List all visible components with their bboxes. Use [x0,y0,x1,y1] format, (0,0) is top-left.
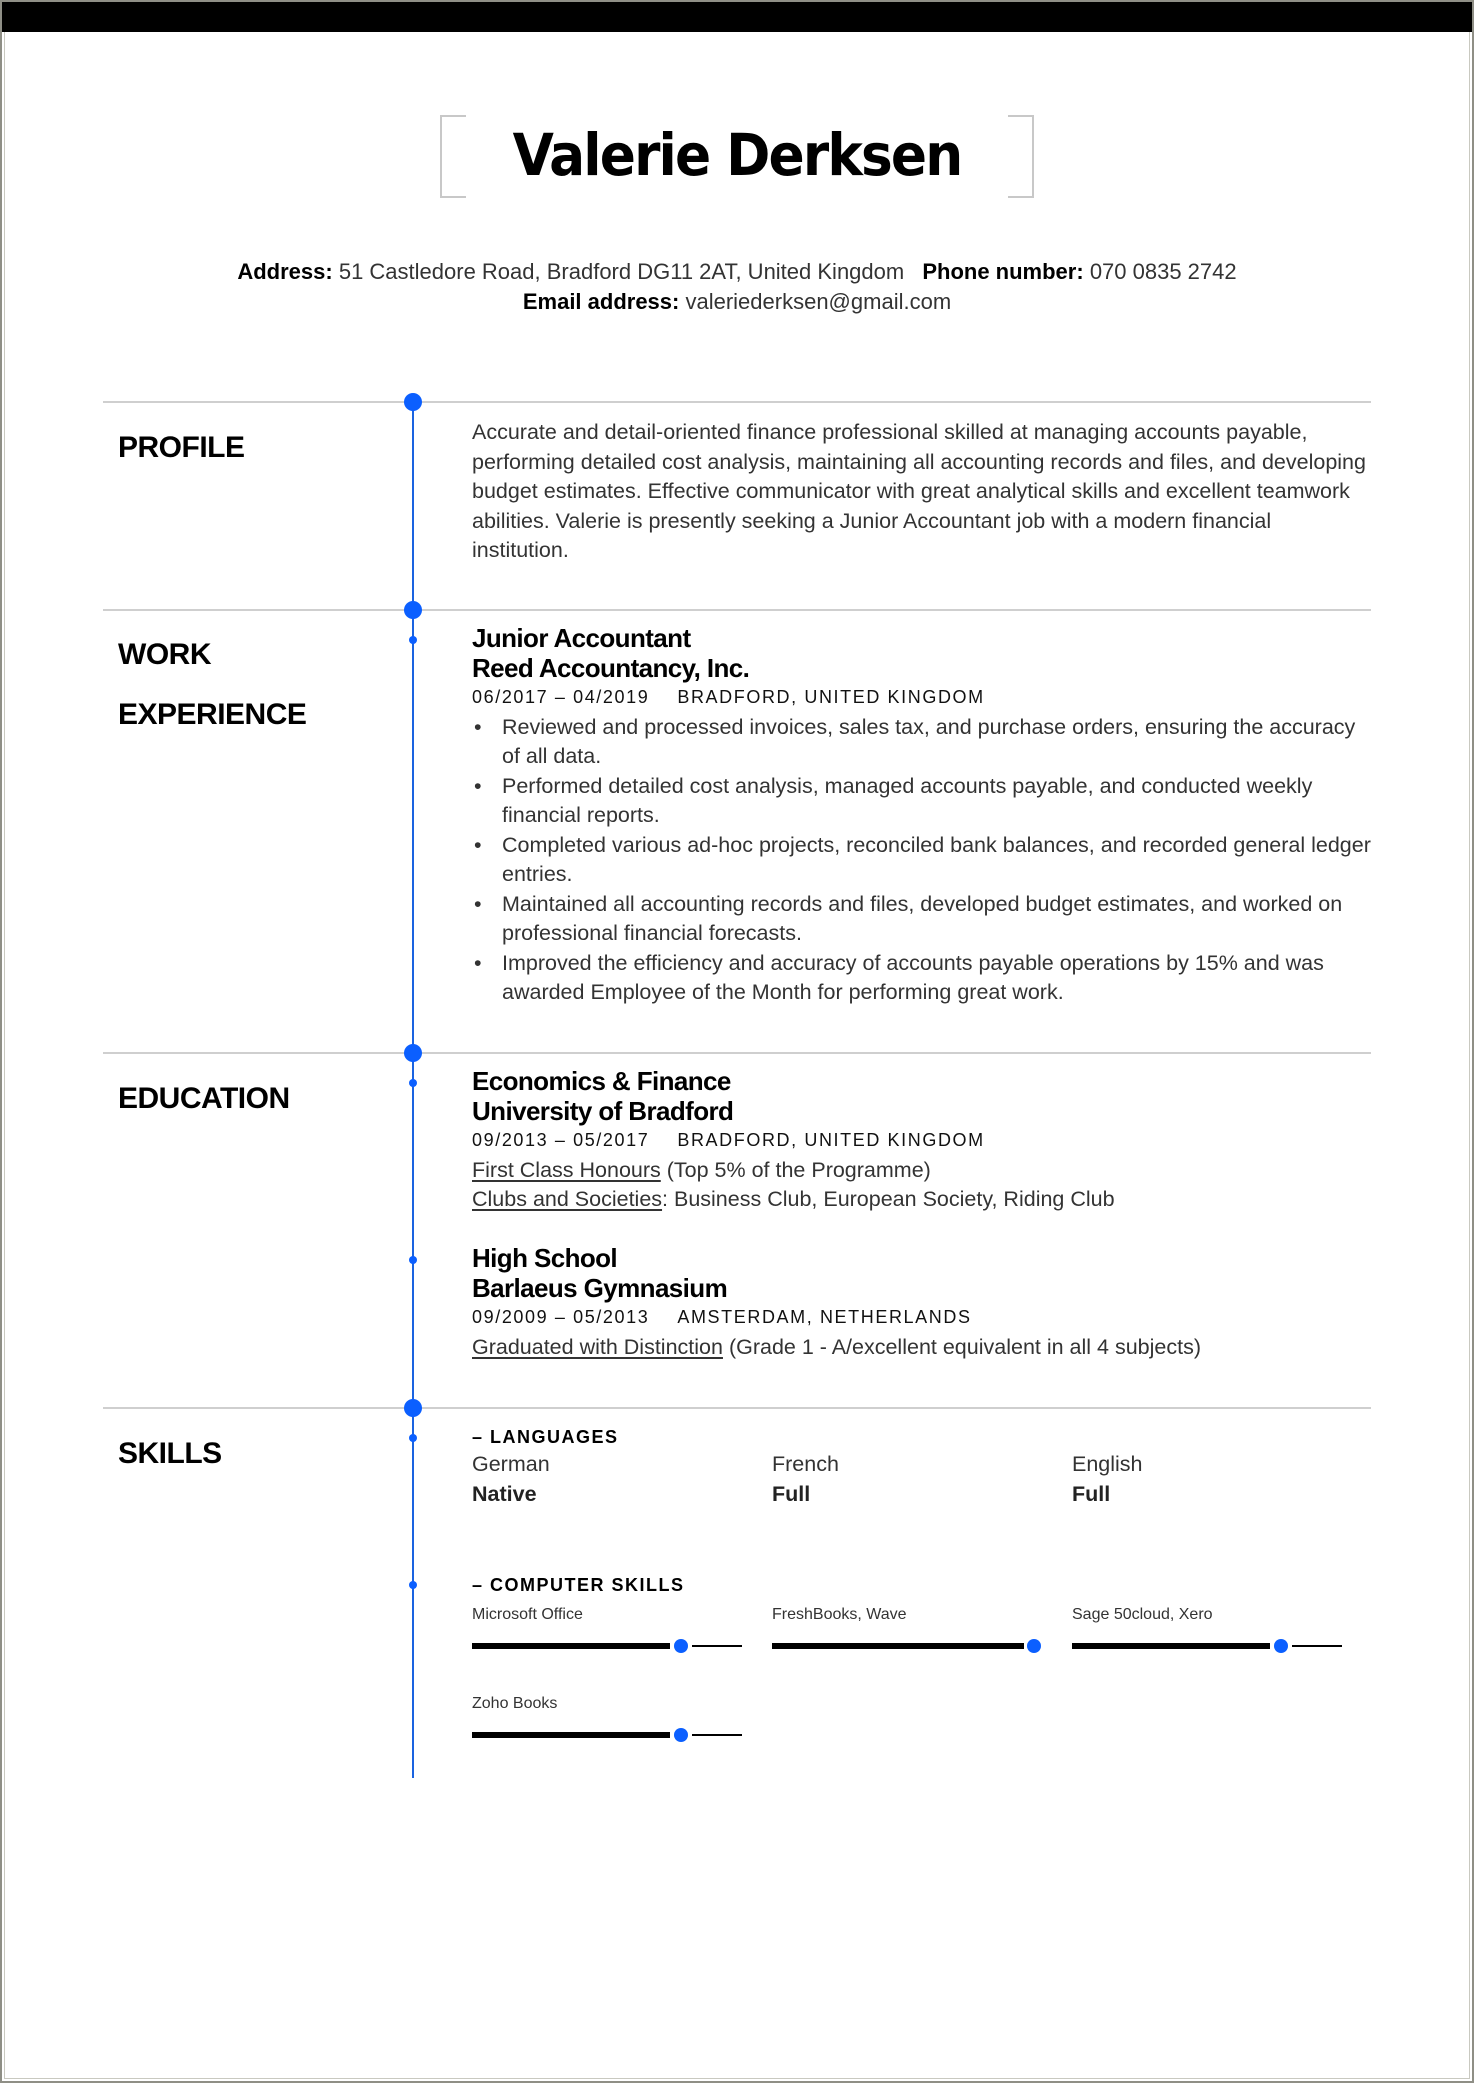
left-bracket-decoration [440,115,466,198]
divider-profile [103,401,1371,403]
computer-skills-block [472,1572,1372,1598]
language-item [1072,1450,1362,1509]
skill-bar-remaining [1292,1645,1342,1647]
clubs-label: Clubs and Societies [472,1187,663,1211]
section-title-education: EDUCATION [118,1082,290,1115]
skill-name: Microsoft Office [472,1606,583,1623]
contact-line-2 [0,287,1474,317]
honours-label: First Class Honours [472,1157,661,1182]
timeline-dot-icon [404,393,422,411]
timeline-bullet-icon [409,1581,417,1589]
skill-bar-fill [472,1732,670,1738]
education-entry [472,1244,1372,1362]
skill-bar-remaining [692,1645,742,1647]
language-level: Native [472,1481,537,1506]
degree-name: High School [472,1243,618,1273]
distinction-detail: (Grade 1 - A/excellent equivalent in all 4 subjects) [722,1334,1201,1359]
timeline-dot-icon [404,1044,422,1062]
skill-name: Sage 50cloud, Xero [1072,1606,1213,1623]
skill-level-bar [1072,1639,1342,1653]
clubs-detail: : Business Club, European Society, Riding Club [662,1187,1115,1211]
education-meta [472,1303,1372,1333]
skill-name: Zoho Books [472,1695,558,1712]
education-detail [472,1185,1372,1215]
section-title-work-line1: WORK [118,638,211,671]
skill-level-dot-icon [1274,1639,1288,1653]
skill-bar-fill [1072,1643,1270,1649]
languages-heading: – LANGUAGES [472,1427,619,1447]
education-entry [472,1067,1372,1215]
skill-level-dot-icon [1027,1639,1041,1653]
company-name: Reed Accountancy, Inc. [472,652,750,683]
divider-skills [103,1407,1371,1409]
contact-line-1 [0,257,1474,287]
timeline-bullet-icon [409,636,417,644]
education-dates: 09/2013 – 05/2017 [472,1130,650,1150]
job-bullet: • Completed various ad-hoc projects, reconciled bank balances, and recorded general ledger entries. [472,831,1372,890]
school-name: University of Bradford [472,1095,734,1126]
computer-skills-heading: – COMPUTER SKILLS [472,1575,685,1595]
top-black-bar [2,2,1472,32]
skill-item [772,1600,1042,1653]
education-location: AMSTERDAM, NETHERLANDS [677,1307,972,1327]
job-bullet: • Improved the efficiency and accuracy of accounts payable operations by 15% and was awarded Employee of the Month for performing great work. [472,949,1372,1008]
job-meta [472,683,1372,713]
timeline-dot-icon [404,601,422,619]
job-bullet: • Maintained all accounting records and files, developed budget estimates, and worked on professional financial forecasts. [472,890,1372,949]
language-name: French [772,1452,839,1476]
candidate-name: Valerie Derksen [512,121,962,189]
education-dates: 09/2009 – 05/2013 [472,1307,650,1327]
language-name: English [1072,1452,1143,1476]
address-value: 51 Castledore Road, Bradford DG11 2AT, United Kingdom [338,259,905,284]
skill-level-dot-icon [674,1728,688,1742]
section-title-profile: PROFILE [118,431,245,464]
skill-item [1072,1600,1342,1653]
education-detail [472,1156,1372,1186]
skill-level-bar [472,1639,742,1653]
email-value[interactable]: valeriederksen@gmail.com [685,289,952,314]
skill-bar-remaining [692,1734,742,1736]
skill-bar-fill [772,1643,1024,1649]
skill-name: FreshBooks, Wave [772,1606,907,1623]
address-label: Address: [237,259,333,284]
section-title-skills: SKILLS [118,1437,222,1470]
language-name: German [472,1452,550,1476]
job-location: BRADFORD, UNITED KINGDOM [677,687,985,707]
skill-level-bar [772,1639,1042,1653]
section-title-work-line2: EXPERIENCE [118,698,307,731]
timeline-dot-icon [404,1399,422,1417]
profile-summary: Accurate and detail-oriented finance professional skilled at managing accounts payable, performing detailed cost analysis, maintaining all accounting records and files, and developing budget estimates. Effective communicator with great analytical skills and excellent teamwork abilities. Valerie is presently seeking a Junior Accountant job with a modern financial institution. [472,420,1366,562]
language-item [472,1450,762,1509]
timeline-bullet-icon [409,1256,417,1264]
school-name: Barlaeus Gymnasium [472,1272,728,1303]
degree-name: Economics & Finance [472,1066,731,1096]
timeline-bullet-icon [409,1079,417,1087]
skill-level-bar [472,1728,742,1742]
languages-grid [472,1450,1372,1510]
language-item [772,1450,1062,1509]
divider-work [103,609,1371,611]
job-bullet: • Performed detailed cost analysis, managed accounts payable, and conducted weekly financial reports. [472,772,1372,831]
phone-value: 070 0835 2742 [1089,259,1237,284]
divider-education [103,1052,1371,1054]
timeline-bullet-icon [409,1434,417,1442]
email-label: Email address: [522,289,680,314]
skill-item [472,1600,742,1653]
phone-label: Phone number: [922,259,1084,284]
education-location: BRADFORD, UNITED KINGDOM [677,1130,985,1150]
language-level: Full [1072,1481,1111,1506]
education-meta [472,1126,1372,1156]
skill-item [472,1689,742,1742]
job-bullets [472,713,1372,1008]
job-bullet: • Reviewed and processed invoices, sales tax, and purchase orders, ensuring the accuracy of all data. [472,713,1372,772]
skill-bar-fill [472,1643,670,1649]
education-detail [472,1333,1372,1363]
distinction-label: Graduated with Distinction [472,1334,723,1359]
skill-level-dot-icon [674,1639,688,1653]
job-entry [472,624,1372,1008]
right-bracket-decoration [1008,115,1034,198]
honours-detail: (Top 5% of the Programme) [660,1157,931,1182]
job-dates: 06/2017 – 04/2019 [472,687,650,707]
language-level: Full [772,1481,811,1506]
languages-block [472,1424,1372,1510]
job-title: Junior Accountant [472,623,691,653]
name-header [440,115,1034,198]
